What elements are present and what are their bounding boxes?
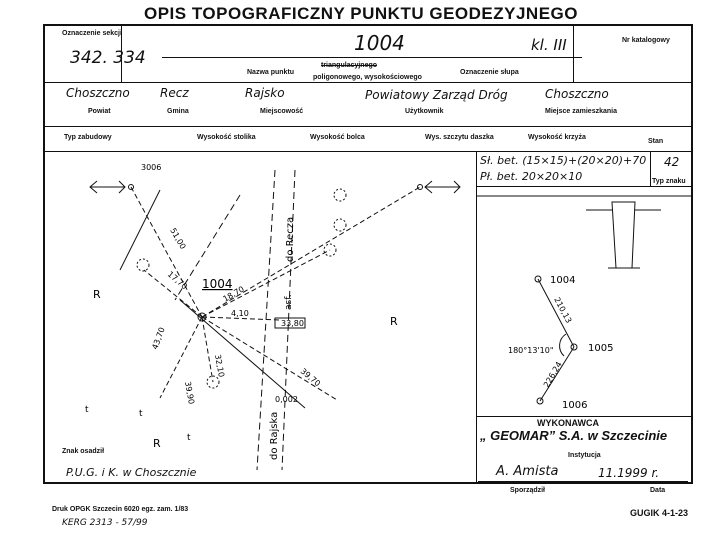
miejscowosc-value: Rajsko: [245, 86, 285, 100]
region-r1: R: [93, 288, 101, 301]
gmina-value: Recz: [160, 86, 189, 100]
tree-t3: t: [85, 405, 89, 415]
wys-bolca-label: Wysokość bolca: [310, 134, 365, 141]
wykonawca-firm: „ GEOMAR” S.A. w Szczecinie: [480, 428, 668, 443]
sporzadzil-label: Sporządził: [510, 487, 546, 494]
slup-label: Oznaczenie słupa: [460, 69, 519, 76]
sporzadzil-name: A. Amista: [496, 464, 559, 479]
page-title: OPIS TOPOGRAFICZNY PUNKTU GEODEZYJNEGO: [144, 4, 578, 23]
angle-label-1005: 1005: [588, 343, 614, 354]
typ-label: Typ zabudowy: [64, 134, 112, 141]
polig-label: poligonowego, wysokościowego: [313, 74, 422, 81]
dist-51: 51,00: [168, 226, 188, 251]
angle-diagram: [476, 186, 691, 411]
miejscowosc-label: Miejscowość: [260, 108, 304, 115]
nazwa-label: Nazwa punktu: [247, 69, 295, 76]
print-info: Druk OPGK Szczecin 6020 egz. zam. 1/83: [52, 506, 189, 513]
row-divider: [45, 82, 691, 83]
region-r3: R: [153, 437, 161, 450]
dist-39-70: 39,70: [298, 366, 323, 389]
dist-4: 4,10: [231, 309, 249, 318]
tree-icon: [334, 219, 346, 231]
point-marker: [418, 185, 423, 190]
dist-43: 43,70: [150, 326, 167, 351]
direction-line: [131, 187, 202, 317]
sekcja-label: Oznaczenie sekcji: [62, 30, 122, 37]
gugik-code: GUGIK 4-1-23: [630, 508, 689, 518]
signature-line: [478, 481, 688, 482]
row-divider: [476, 416, 691, 417]
uzytkownik-label: Użytkownik: [405, 108, 444, 115]
col-divider: [573, 26, 574, 82]
tree-t1: t: [139, 409, 143, 419]
wykonawca-label: WYKONAWCA: [537, 418, 599, 428]
label-asf: asf.: [284, 294, 294, 310]
stan-label: Stan: [648, 138, 664, 145]
label-do-recza: do Recza: [285, 216, 296, 262]
col-divider: [650, 151, 651, 186]
label-do-rajska: do Rajska: [269, 411, 280, 460]
instytucja-label: Instytucja: [568, 452, 601, 459]
point-number: 1004: [354, 31, 405, 55]
powiat-value: Choszczno: [66, 86, 130, 100]
gmina-label: Gmina: [167, 108, 189, 115]
znak-value: P.U.G. i K. w Choszcznie: [66, 466, 197, 479]
st-bet-value: Sł. bet. (15×15)+(20×20)+70: [480, 154, 647, 167]
spec-number: 42: [664, 155, 680, 169]
powiat-label: Powiat: [88, 108, 111, 115]
tree-icon: [334, 189, 346, 201]
wys-szczytu-label: Wys. szczytu daszka: [425, 134, 494, 141]
tree-t2: t: [187, 433, 191, 443]
znak-label: Znak osadził: [62, 448, 105, 455]
location-sketch: [45, 150, 475, 482]
label-1004: 1004: [202, 277, 233, 291]
typ-znaku-label: Typ znaku: [652, 178, 686, 185]
angle-value: 180°13'10": [508, 346, 554, 355]
dist-33: 33,80: [281, 319, 304, 328]
monument-icon: [612, 202, 635, 268]
angle-arc: [560, 334, 566, 356]
dist-32: 32,10: [213, 353, 226, 378]
dist-002: 0,002: [275, 395, 298, 404]
label-3006: 3006: [141, 163, 162, 172]
klasa-value: kl. III: [531, 36, 567, 54]
dist-18: 18,70: [221, 284, 246, 304]
data-label: Data: [650, 487, 666, 494]
point-1006-icon: [537, 398, 543, 404]
wys-krzyza-label: Wysokość krzyża: [528, 134, 586, 141]
tree-icon: [137, 259, 149, 271]
kerg-number: KERG 2313 - 57/99: [62, 518, 148, 528]
dist-39-90: 39,90: [183, 380, 196, 405]
dist-17: 17,70: [165, 269, 190, 292]
wys-stolika-label: Wysokość stolika: [197, 134, 256, 141]
angle-dist-2: 226,24: [541, 360, 564, 389]
miejsce-value: Choszczno: [545, 87, 609, 101]
miejsce-label: Miejsce zamieszkania: [545, 108, 617, 115]
angle-label-1004: 1004: [550, 275, 576, 286]
angle-label-1006: 1006: [562, 400, 588, 411]
triang-label: triangulacyjnego: [321, 62, 378, 69]
row-divider: [45, 126, 691, 127]
angle-dist-1: 210,13: [552, 295, 574, 325]
name-underline: [162, 57, 582, 58]
region-r2: R: [390, 315, 398, 328]
wykonawca-date: 11.1999 r.: [598, 466, 660, 480]
sekcja-value: 342. 334: [70, 48, 146, 68]
uzytkownik-value: Powiatowy Zarząd Dróg: [365, 88, 508, 102]
katalog-label: Nr katalogowy: [622, 37, 670, 44]
pl-bet-value: Pł. bet. 20×20×10: [480, 170, 583, 183]
